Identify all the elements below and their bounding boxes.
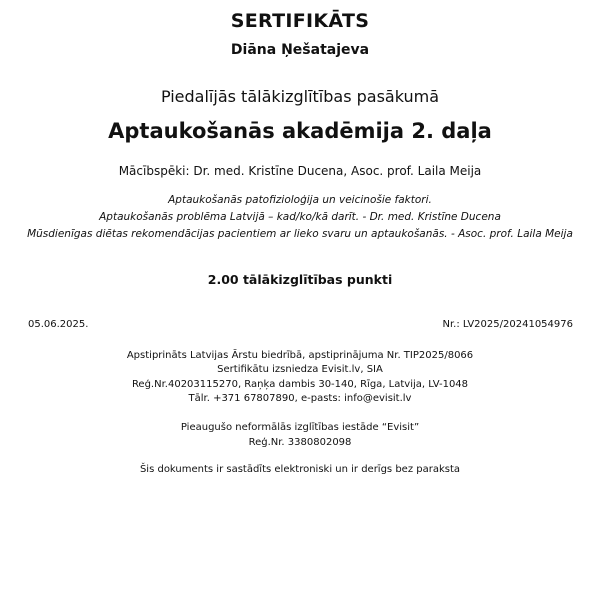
institution-registration: Reģ.Nr. 3380802098 [248, 437, 352, 448]
topic-item: Aptaukošanās patofizioloģija un veicinošie faktori. [168, 194, 432, 206]
issuer-line: Sertifikātu izsniedza Evisit.lv, SIA [217, 364, 383, 375]
registration-address-line: Reģ.Nr.40203115270, Raņķa dambis 30-140, Rīga, Latvija, LV-1048 [131, 379, 469, 390]
certificate-number: Nr.: LV2025/20241054976 [442, 319, 573, 330]
event-title: Aptaukošanās akadēmija 2. daļa [108, 119, 492, 143]
contact-line: Tālr. +371 67807890, e-pasts: info@evisit.lv [188, 393, 412, 404]
institution-name: Pieaugušo neformālās izglītības iestāde “Evisit” [180, 422, 420, 433]
issue-date: 05.06.2025. [28, 319, 89, 330]
lecturers-text: Mācībspēki: Dr. med. Kristīne Ducena, Asoc. prof. Laila Meija [118, 164, 482, 178]
accreditation-line: Apstiprināts Latvijas Ārstu biedrībā, apstiprinājuma Nr. TIP2025/8066 [126, 350, 474, 361]
recipient-name: Diāna Ņešatajeva [230, 42, 370, 58]
certificate-title: SERTIFIKĀTS [230, 10, 370, 32]
topic-item: Aptaukošanās problēma Latvijā – kad/ko/kā darīt. - Dr. med. Kristīne Ducena [99, 211, 501, 223]
credit-points: 2.00 tālākizglītības punkti [207, 272, 393, 287]
electronic-document-note: Šis dokuments ir sastādīts elektroniski un ir derīgs bez paraksta [139, 464, 461, 475]
participation-text: Piedalījās tālākizglītības pasākumā [160, 87, 440, 106]
topic-item: Mūsdienīgas diētas rekomendācijas pacientiem ar lieko svaru un aptaukošanās. - Asoc. prof. Laila Meija [27, 228, 573, 240]
